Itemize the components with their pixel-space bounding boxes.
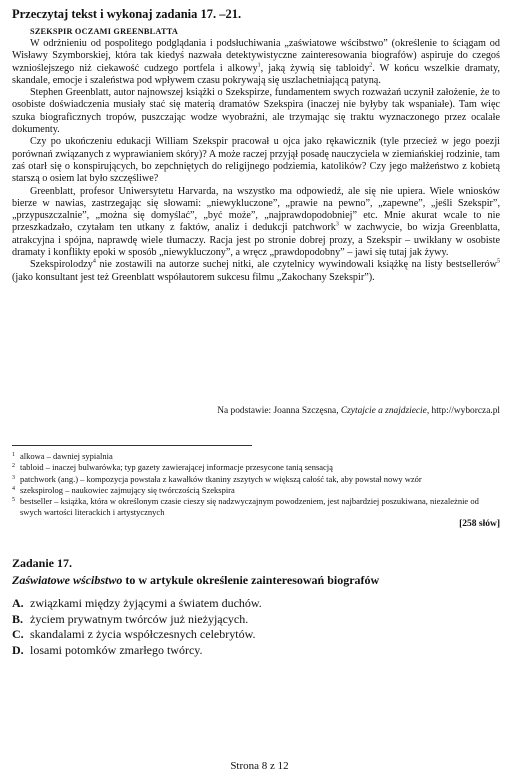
footnote-number: 4 — [12, 485, 15, 492]
article-paragraph — [12, 38, 500, 87]
footnote-ref: 4 — [92, 258, 96, 265]
footnote-ref: 3 — [335, 222, 339, 229]
article-paragraph: Stephen Greenblatt, autor najnowszej książki o Szekspirze, fundamentem swych rozważań uczynił założenie, że to osobiste doświadczenia musiały stać się materią dramatów Szekspira (inaczej nie byłyby tak wspaniałe). Tam więc szuka biograficznych tropów, puszczając wodze wyobraźni, ale trzymając się traktu wyznaczonego przez ocalałe dokumenty. — [12, 87, 500, 136]
source-suffix: , http://wyborcza.pl — [426, 406, 500, 416]
paragraph-text: Greenblatt, profesor Uniwersytetu Harvarda, na wszystko ma odpowiedź, ale się nie upiera. Wiele wniosków bierze w nawias, zastrzegając się słowami: „niewykluczone”, „prawie na pewno”, „zapewne”, „jeśli Szekspir”, „przypuszczalnie”, „można się domyślać”, „być może”, „najprawdopodobniej” etc. Mnie akurat wcale to nie przeszkadzało, czytałam ten utkany z faktów, analiz i dedukcji patchwork — [12, 185, 500, 234]
footnote-number: 3 — [12, 474, 15, 481]
footnote — [12, 485, 500, 496]
source-prefix: Na podstawie: Joanna Szczęsna, — [217, 406, 341, 416]
option-text: losami potomków zmarłego twórcy. — [30, 643, 203, 658]
footnote-number: 5 — [12, 497, 15, 504]
footnote-ref: 5 — [497, 258, 500, 265]
footnote — [12, 474, 500, 485]
footnotes — [12, 451, 500, 519]
footnote-text: tabloid – inaczej bulwarówka; typ gazety zawierającej informacje przesycone tanią sensacją — [20, 462, 333, 473]
footnote-text: alkowa – dawniej sypialnia — [20, 451, 113, 461]
article-paragraph — [12, 186, 500, 260]
word-count: [258 słów] — [459, 519, 500, 529]
option-letter: D. — [12, 643, 24, 658]
task-question — [12, 573, 507, 588]
answer-options — [12, 596, 482, 659]
paragraph-text: Szekspirolodzy — [30, 259, 93, 271]
footnote — [12, 462, 500, 473]
footnote-number: 1 — [12, 452, 15, 458]
question-text: to w artykule określenie zainteresowań biografów — [122, 573, 380, 587]
paragraph-text: (jako konsultant jest też Greenblatt współautorem sukcesu filmu „Zakochany Szekspir”). — [12, 271, 375, 283]
instruction-heading: Przeczytaj tekst i wykonaj zadania 17. –21. — [12, 7, 242, 21]
article-paragraph — [12, 259, 500, 284]
source-citation — [30, 405, 500, 417]
footnote — [12, 496, 500, 519]
footnote-text: szekspirolog – naukowiec zajmujący się twórczością Szekspira — [20, 484, 235, 495]
answer-option-a[interactable] — [12, 596, 482, 612]
option-text: skandalami z życia współczesnych celebrytów. — [30, 627, 256, 642]
footnote-ref: 1 — [257, 62, 261, 69]
paragraph-text: W odrżnieniu od pospolitego podglądania i podsłuchiwania „zaświatowe wścibstwo” (określenie to ściągam od Wisławy Szymborskiej, która tak kiedyś nazwała detektywistyczne zainteresowania biografów) aspiruje do czegoś wznioślejszego niż ciekawość cudzego portfela i alkowy — [12, 38, 500, 74]
paragraph-text: . W końcu wszelkie dramaty, skandale, emocje i szaleństwa pod wpływem czasu pokrywają się uszlachetniającą patyną. — [12, 62, 500, 86]
footnote-ref: 2 — [369, 62, 373, 69]
footnote — [12, 451, 500, 462]
option-text: życiem prywatnym twórców już nieżyjących. — [30, 611, 249, 626]
paragraph-text: nie zostawili na autorze suchej nitki, ale czytelnicy wywindowali książkę na listy bestsellerów — [95, 259, 497, 271]
option-text: związkami między żyjącymi a światem duchów. — [30, 596, 262, 610]
article-title: SZEKSPIR OCZAMI GREENBLATTA — [30, 27, 179, 36]
page-number: Strona 8 z 12 — [230, 760, 289, 772]
article-body — [12, 38, 500, 284]
answer-option-c[interactable] — [12, 627, 482, 643]
footnote-number: 2 — [12, 463, 15, 470]
source-title: Czytajcie a znajdziecie — [340, 406, 427, 416]
answer-option-d[interactable] — [12, 643, 482, 659]
task-title: Zadanie 17. — [12, 556, 73, 570]
footnote-text: bestseller – książka, która w określonym czasie cieszy się nadzwyczajnym powodzeniem, jest najbardziej poszukiwana, niezależnie od swych wartości literackich i artystycznych — [20, 496, 479, 518]
paragraph-text: , jaką żywią się tabloidy — [260, 62, 370, 74]
article-paragraph: Czy po ukończeniu edukacji William Szekspir pracował u ojca jako rękawicznik (tyle przecież w jego poezji porównań związanych z wyprawianiem skóry)? A może raczej przyjął posadę nauczyciela w ziemiańskiej rodzinie, tam zaś otarł się o konspirujących, bo zepchniętych do religijnego podziemia, katolików? Czy jego małżeństwo z kobietą starszą o osiem lat było szczęśliwe? — [12, 136, 500, 185]
question-term: Zaświatowe wścibstwo — [12, 573, 123, 587]
option-letter: A. — [12, 596, 24, 610]
option-letter: C. — [12, 627, 24, 642]
paragraph-text: w zachwycie, bo wizja Greenblatta, atrakcyjna i spójna, naprawdę wiele tłumaczy. Racja jest po stronie dobrej prozy, a Szekspir – uwikłany w osobiste dramaty i konflikty epoki w sposób „niewykluczony”, a wręcz „prawdopodobny” – jawi się tutaj jak żywy. — [12, 222, 501, 259]
footnote-text: patchwork (ang.) – kompozycja powstała z kawałków tkaniny zszytych w większą całość tak, aby powstał nowy wzór — [20, 473, 422, 484]
option-letter: B. — [12, 611, 24, 626]
answer-option-b[interactable] — [12, 612, 482, 628]
footnote-divider — [12, 445, 252, 446]
